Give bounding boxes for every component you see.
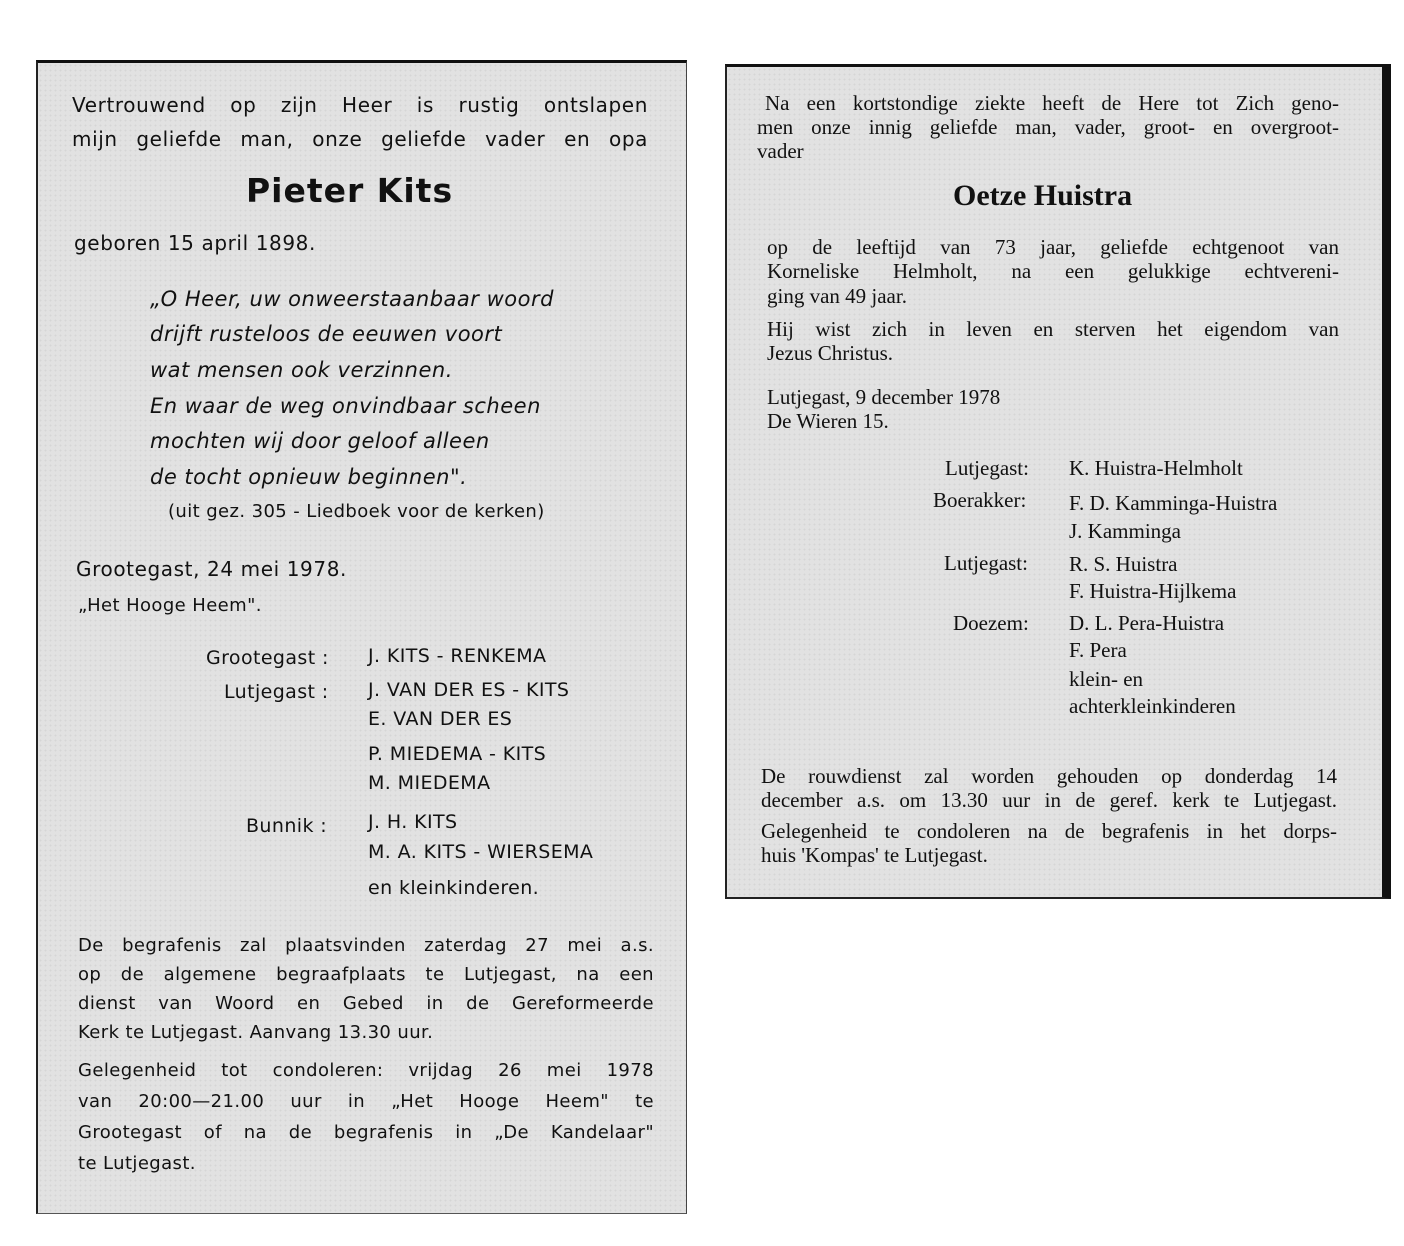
poem-line-4: En waar de weg onvindbaar scheen xyxy=(150,394,541,418)
service-line-3: Gelegenheid te condoleren na de begrafenis in het dorps- xyxy=(761,819,1337,843)
age-line-1: op de leeftijd van 73 jaar, geliefde echtgenoot van xyxy=(767,235,1339,259)
condolence-line-3: Grootegast of na de begrafenis in „De Kandelaar" xyxy=(78,1122,654,1143)
family-member: D. L. Pera-Huistra xyxy=(1069,611,1225,635)
family-place-lutjegast: Lutjegast: xyxy=(945,456,1029,480)
intro-line-1: Na een kortstondige ziekte heeft de Here tot Zich geno- xyxy=(765,91,1339,115)
poem-line-1: „O Heer, uw onweerstaanbaar woord xyxy=(150,287,554,311)
poem-line-5: mochten wij door geloof alleen xyxy=(150,429,490,453)
family-member: E. VAN DER ES xyxy=(368,708,513,730)
family-member: F. D. Kamminga-Huistra xyxy=(1069,491,1278,515)
family-place-grootegast: Grootegast : xyxy=(206,647,329,669)
deceased-name: Oetze Huistra xyxy=(953,179,1133,212)
condolence-line-1: Gelegenheid tot condoleren: vrijdag 26 mei 1978 xyxy=(78,1060,654,1081)
family-member: P. MIEDEMA - KITS xyxy=(368,743,547,765)
place-date: Grootegast, 24 mei 1978. xyxy=(76,557,347,581)
service-line-1: De rouwdienst zal worden gehouden op donderdag 14 xyxy=(761,764,1337,788)
service-line-2: december a.s. om 13.30 uur in de geref. kerk te Lutjegast. xyxy=(761,788,1337,812)
family-place-boerakker: Boerakker: xyxy=(933,488,1027,512)
family-member: en kleinkinderen. xyxy=(368,877,540,899)
service-line-4: huis 'Kompas' te Lutjegast. xyxy=(761,843,988,867)
family-place-doezem: Doezem: xyxy=(953,611,1029,635)
intro-line-3: vader xyxy=(757,139,804,163)
family-member: achterkleinkinderen xyxy=(1069,694,1236,718)
place-date: Lutjegast, 9 december 1978 xyxy=(767,385,1001,409)
poem-line-6: de tocht opnieuw beginnen". xyxy=(150,465,468,489)
birth-date: geboren 15 april 1898. xyxy=(74,231,316,255)
family-member: K. Huistra-Helmholt xyxy=(1069,456,1243,480)
family-member: M. A. KITS - WIERSEMA xyxy=(368,841,594,863)
family-place-lutjegast-2: Lutjegast: xyxy=(944,551,1028,575)
address: De Wieren 15. xyxy=(767,409,889,433)
family-member: J. Kamminga xyxy=(1069,519,1181,543)
deceased-name: Pieter Kits xyxy=(246,171,454,210)
faith-line-2: Jezus Christus. xyxy=(767,341,893,365)
poem-line-2: drijft rusteloos de eeuwen voort xyxy=(150,322,503,346)
intro-line-2: mijn geliefde man, onze geliefde vader en opa xyxy=(72,127,648,151)
condolence-line-2: van 20:00—21.00 uur in „Het Hooge Heem" te xyxy=(78,1091,654,1112)
faith-line-1: Hij wist zich in leven en sterven het eigendom van xyxy=(767,317,1339,341)
family-member: F. Pera xyxy=(1069,638,1127,662)
family-member: F. Huistra-Hijlkema xyxy=(1069,579,1237,603)
funeral-line-2: op de algemene begraafplaats te Lutjegast, na een xyxy=(78,964,654,985)
family-member: J. H. KITS xyxy=(368,811,458,833)
family-place-lutjegast: Lutjegast : xyxy=(224,681,329,703)
address: „Het Hooge Heem". xyxy=(78,595,262,616)
age-line-3: ging van 49 jaar. xyxy=(767,284,907,308)
condolence-line-4: te Lutjegast. xyxy=(78,1153,196,1174)
poem-line-3: wat mensen ook verzinnen. xyxy=(150,358,453,382)
funeral-line-4: Kerk te Lutjegast. Aanvang 13.30 uur. xyxy=(78,1022,434,1043)
age-line-2: Korneliske Helmholt, na een gelukkige echtvereni- xyxy=(767,259,1339,283)
family-member: R. S. Huistra xyxy=(1069,552,1178,576)
family-member: J. KITS - RENKEMA xyxy=(368,645,547,667)
intro-line-2: men onze innig geliefde man, vader, groot- en overgroot- xyxy=(757,115,1339,139)
right-obituary-clipping xyxy=(725,64,1391,899)
intro-line-1: Vertrouwend op zijn Heer is rustig ontslapen xyxy=(72,93,648,117)
funeral-line-3: dienst van Woord en Gebed in de Gereformeerde xyxy=(78,993,654,1014)
family-member: M. MIEDEMA xyxy=(368,772,491,794)
family-place-bunnik: Bunnik : xyxy=(246,815,328,837)
poem-source: (uit gez. 305 - Liedboek voor de kerken) xyxy=(168,501,545,522)
left-obituary-clipping xyxy=(36,60,687,1214)
family-member: klein- en xyxy=(1069,667,1144,691)
family-member: J. VAN DER ES - KITS xyxy=(368,679,570,701)
funeral-line-1: De begrafenis zal plaatsvinden zaterdag 27 mei a.s. xyxy=(78,935,654,956)
